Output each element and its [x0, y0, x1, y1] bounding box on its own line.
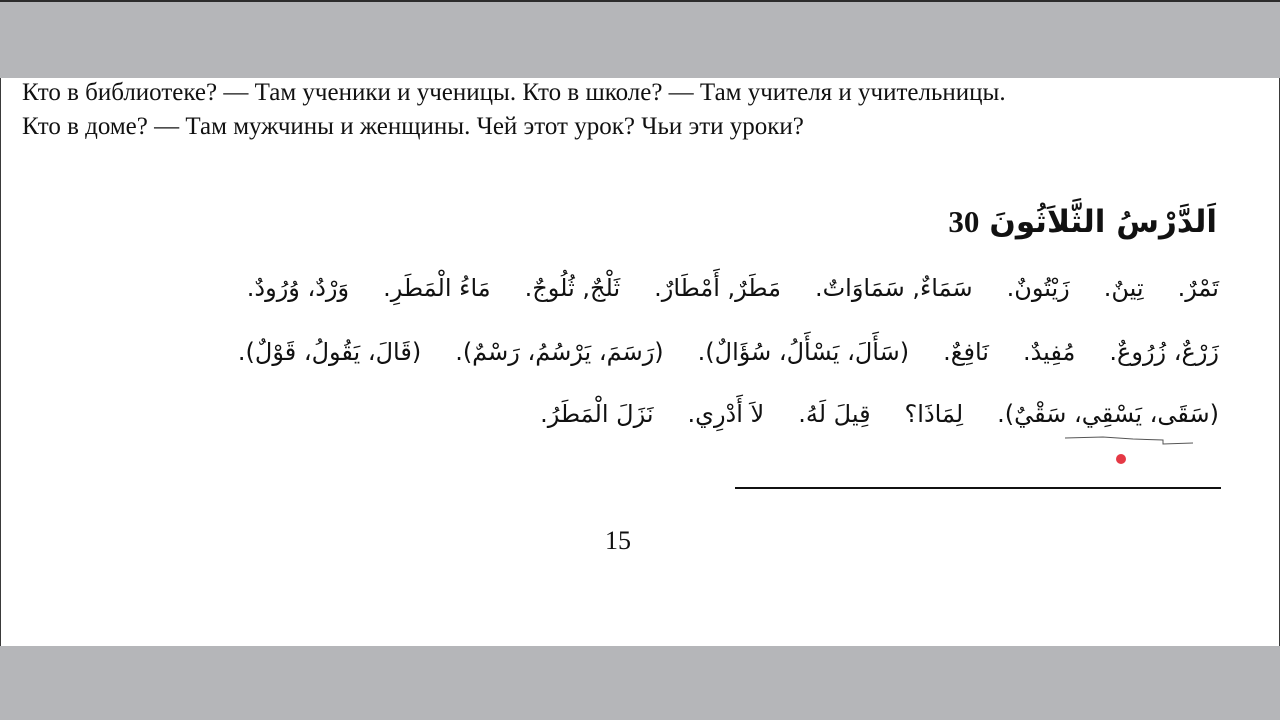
lesson-title: اَلدَّرْسُ الثَّلاَثُونَ — [989, 204, 1217, 240]
vocab-word: لِمَاذَا؟ — [904, 400, 964, 428]
vocab-word: مُفِيدٌ. — [1022, 338, 1076, 366]
lesson-number: 30 — [948, 204, 980, 239]
lesson-heading — [948, 202, 1217, 242]
viewer-top-bar — [0, 0, 1280, 78]
vocab-word: وَرْدٌ، وُرُودٌ. — [246, 274, 350, 302]
arabic-vocab-line-1 — [19, 268, 1219, 308]
vocab-word: (سَأَلَ، يَسْأَلُ، سُؤَالٌ). — [697, 338, 910, 366]
viewer-top-edge — [0, 0, 1280, 2]
vocab-word: نَزَلَ الْمَطَرُ. — [540, 400, 654, 428]
russian-text-line-2: Кто в доме? — Там мужчины и женщины. Чей этот урок? Чьи эти уроки? — [22, 113, 804, 140]
viewer-bottom-bar — [0, 646, 1280, 720]
vocab-word: (سَقَى، يَسْقِي، سَقْيٌ). — [997, 400, 1219, 428]
vocab-word: تَمْرٌ. — [1177, 274, 1219, 302]
arabic-vocab-line-2 — [19, 332, 1219, 372]
vocab-word: زَيْتُونٌ. — [1006, 274, 1070, 302]
vocab-word: زَرْعٌ، زُرُوعٌ. — [1109, 338, 1219, 366]
vocab-word: لاَ أَدْرِي. — [687, 400, 765, 428]
handwritten-annotation-mark — [1063, 434, 1203, 464]
arabic-vocab-line-3 — [19, 394, 1219, 434]
vocab-word: (قَالَ، يَقُولُ، قَوْلٌ). — [237, 338, 422, 366]
vocab-word: تِينٌ. — [1103, 274, 1144, 302]
section-end-rule — [735, 487, 1221, 489]
vocab-word: سَمَاءٌ, سَمَاوَاتٌ. — [814, 274, 973, 302]
vocab-word: مَاءُ الْمَطَرِ. — [383, 274, 491, 302]
annotation-dot — [1116, 454, 1126, 464]
vocab-word: مَطَرٌ, أَمْطَارٌ. — [654, 274, 781, 302]
page-number: 15 — [605, 526, 631, 555]
russian-text-line-1: Кто в библиотеке? — Там ученики и ученицы. Кто в школе? — Там учителя и учительницы. — [22, 79, 1006, 106]
vocab-word: نَافِعٌ. — [943, 338, 989, 366]
vocab-word: ثَلْجٌ, ثُلُوجٌ. — [524, 274, 621, 302]
vocab-word: (رَسَمَ، يَرْسُمُ، رَسْمٌ). — [455, 338, 664, 366]
document-page — [0, 78, 1280, 646]
vocab-word: قِيلَ لَهُ. — [798, 400, 871, 428]
